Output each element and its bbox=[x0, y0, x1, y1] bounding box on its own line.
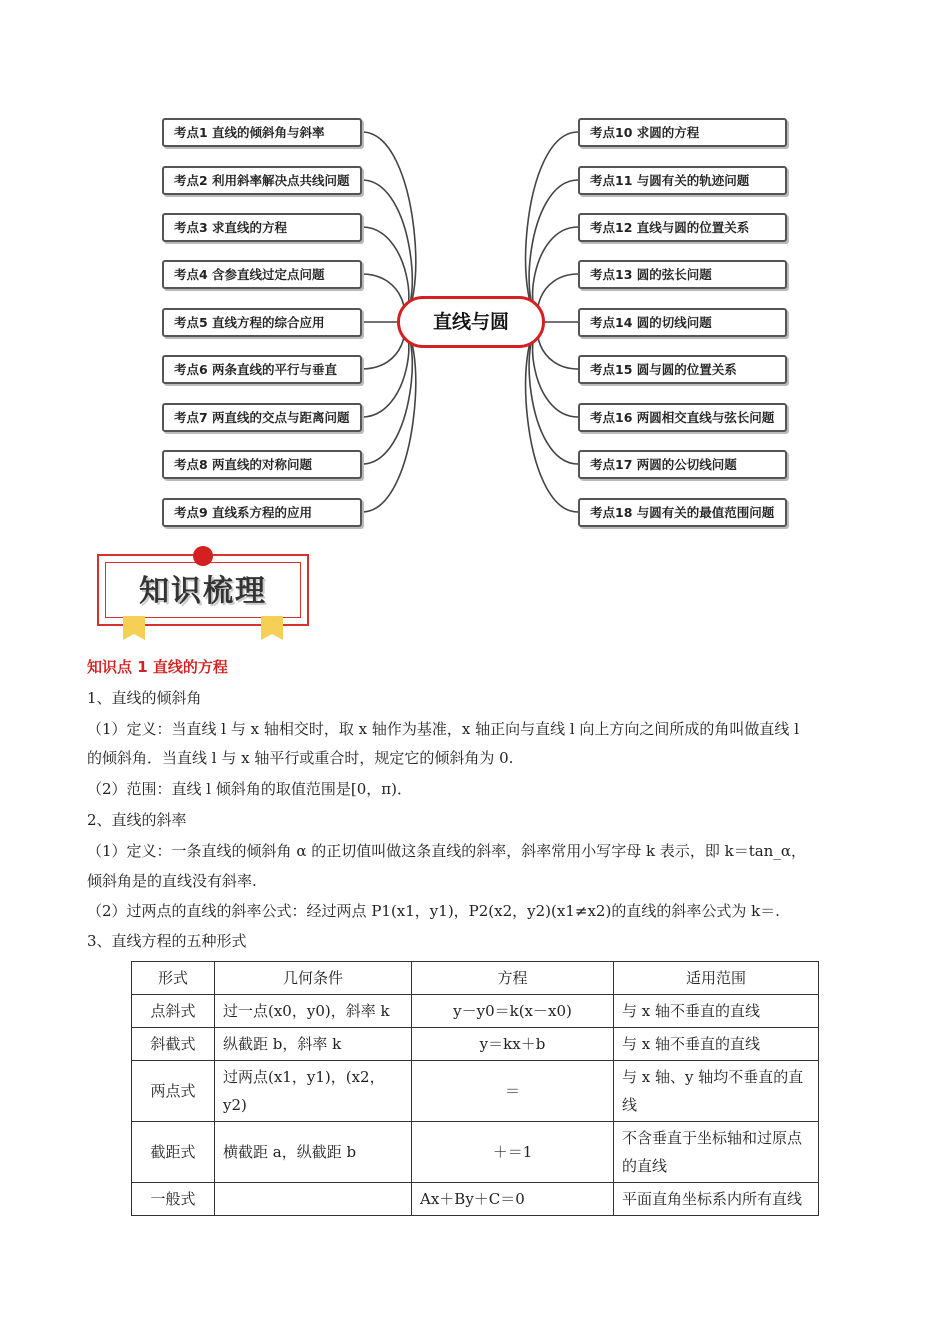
table-row bbox=[132, 995, 819, 1028]
table-header: 形式 bbox=[132, 962, 215, 995]
paragraph: （2）范围：直线 l 倾斜角的取值范围是[0，π)． bbox=[87, 780, 412, 798]
mind-map-node: 考点12 直线与圆的位置关系 bbox=[578, 213, 787, 242]
table-cell: 斜截式 bbox=[132, 1028, 215, 1061]
table-cell: ＋＝1 bbox=[412, 1122, 614, 1183]
table-cell: 点斜式 bbox=[132, 995, 215, 1028]
mind-map-node: 考点2 利用斜率解决点共线问题 bbox=[162, 166, 362, 195]
mind-map-node: 考点6 两条直线的平行与垂直 bbox=[162, 355, 362, 384]
table-cell: 与 x 轴、y 轴均不垂直的直线 bbox=[614, 1061, 819, 1122]
mind-map-connectors bbox=[0, 0, 950, 540]
table-cell: 两点式 bbox=[132, 1061, 215, 1122]
paragraph: （1）定义：一条直线的倾斜角 α 的正切值叫做这条直线的斜率，斜率常用小写字母 k 表示，即 k＝tan_α， bbox=[87, 842, 806, 860]
table-cell: 不含垂直于坐标轴和过原点的直线 bbox=[614, 1122, 819, 1183]
mind-map-node: 考点5 直线方程的综合应用 bbox=[162, 308, 362, 337]
table-cell: 过两点(x1，y1)，(x2，y2) bbox=[215, 1061, 412, 1122]
paragraph: 倾斜角是的直线没有斜率. bbox=[87, 872, 257, 890]
table-cell: 截距式 bbox=[132, 1122, 215, 1183]
mind-map-node: 考点9 直线系方程的应用 bbox=[162, 498, 362, 527]
mind-map-node: 考点13 圆的弦长问题 bbox=[578, 260, 787, 289]
table-header: 几何条件 bbox=[215, 962, 412, 995]
table-cell: ＝ bbox=[412, 1061, 614, 1122]
mind-map-node: 考点8 两直线的对称问题 bbox=[162, 450, 362, 479]
paragraph: 的倾斜角．当直线 l 与 x 轴平行或重合时，规定它的倾斜角为 0. bbox=[87, 749, 514, 767]
table-header: 方程 bbox=[412, 962, 614, 995]
mind-map-node: 考点15 圆与圆的位置关系 bbox=[578, 355, 787, 384]
heading-five-forms: 3、直线方程的五种形式 bbox=[87, 932, 247, 950]
mind-map-node: 考点18 与圆有关的最值范围问题 bbox=[578, 498, 787, 527]
banner-title: 知识梳理 bbox=[139, 574, 267, 609]
mind-map-node: 考点7 两直线的交点与距离问题 bbox=[162, 403, 362, 432]
table-cell: 纵截距 b，斜率 k bbox=[215, 1028, 412, 1061]
knowledge-point-title: 知识点 1 直线的方程 bbox=[87, 658, 228, 676]
heading-slope: 2、直线的斜率 bbox=[87, 811, 187, 829]
ribbon-icon bbox=[261, 616, 283, 640]
table-cell: 横截距 a，纵截距 b bbox=[215, 1122, 412, 1183]
mind-map-node: 考点3 求直线的方程 bbox=[162, 213, 362, 242]
pin-icon bbox=[193, 546, 213, 566]
line-equation-forms-table bbox=[131, 961, 819, 1216]
mind-map-node: 考点11 与圆有关的轨迹问题 bbox=[578, 166, 787, 195]
paragraph: （2）过两点的直线的斜率公式：经过两点 P1(x1，y1)，P2(x2，y2)(x1≠x2)的直线的斜率公式为 k＝. bbox=[87, 902, 780, 920]
table-row bbox=[132, 1061, 819, 1122]
table-cell: y＝kx＋b bbox=[412, 1028, 614, 1061]
table-header-row bbox=[132, 962, 819, 995]
table-row bbox=[132, 1183, 819, 1216]
heading-inclination: 1、直线的倾斜角 bbox=[87, 689, 202, 707]
table-cell: 过一点(x0，y0)，斜率 k bbox=[215, 995, 412, 1028]
mind-map-node: 考点16 两圆相交直线与弦长问题 bbox=[578, 403, 787, 432]
table-cell: Ax＋By＋C＝0 bbox=[412, 1183, 614, 1216]
mind-map bbox=[0, 0, 950, 540]
table-cell: 与 x 轴不垂直的直线 bbox=[614, 1028, 819, 1061]
table-row bbox=[132, 1028, 819, 1061]
table-row bbox=[132, 1122, 819, 1183]
paragraph: （1）定义：当直线 l 与 x 轴相交时，取 x 轴作为基准，x 轴正向与直线 l 向上方向之间所成的角叫做直线 l bbox=[87, 720, 799, 738]
table-header: 适用范围 bbox=[614, 962, 819, 995]
table-cell: 一般式 bbox=[132, 1183, 215, 1216]
mind-map-node: 考点10 求圆的方程 bbox=[578, 118, 787, 147]
ribbon-icon bbox=[123, 616, 145, 640]
table-cell: 与 x 轴不垂直的直线 bbox=[614, 995, 819, 1028]
table-cell: 平面直角坐标系内所有直线 bbox=[614, 1183, 819, 1216]
table-cell: y－y0＝k(x－x0) bbox=[412, 995, 614, 1028]
table-cell bbox=[215, 1183, 412, 1216]
mind-map-node: 考点4 含参直线过定点问题 bbox=[162, 260, 362, 289]
mind-map-node: 考点1 直线的倾斜角与斜率 bbox=[162, 118, 362, 147]
mind-map-center: 直线与圆 bbox=[397, 296, 545, 348]
mind-map-node: 考点14 圆的切线问题 bbox=[578, 308, 787, 337]
mind-map-node: 考点17 两圆的公切线问题 bbox=[578, 450, 787, 479]
section-banner bbox=[97, 546, 311, 642]
